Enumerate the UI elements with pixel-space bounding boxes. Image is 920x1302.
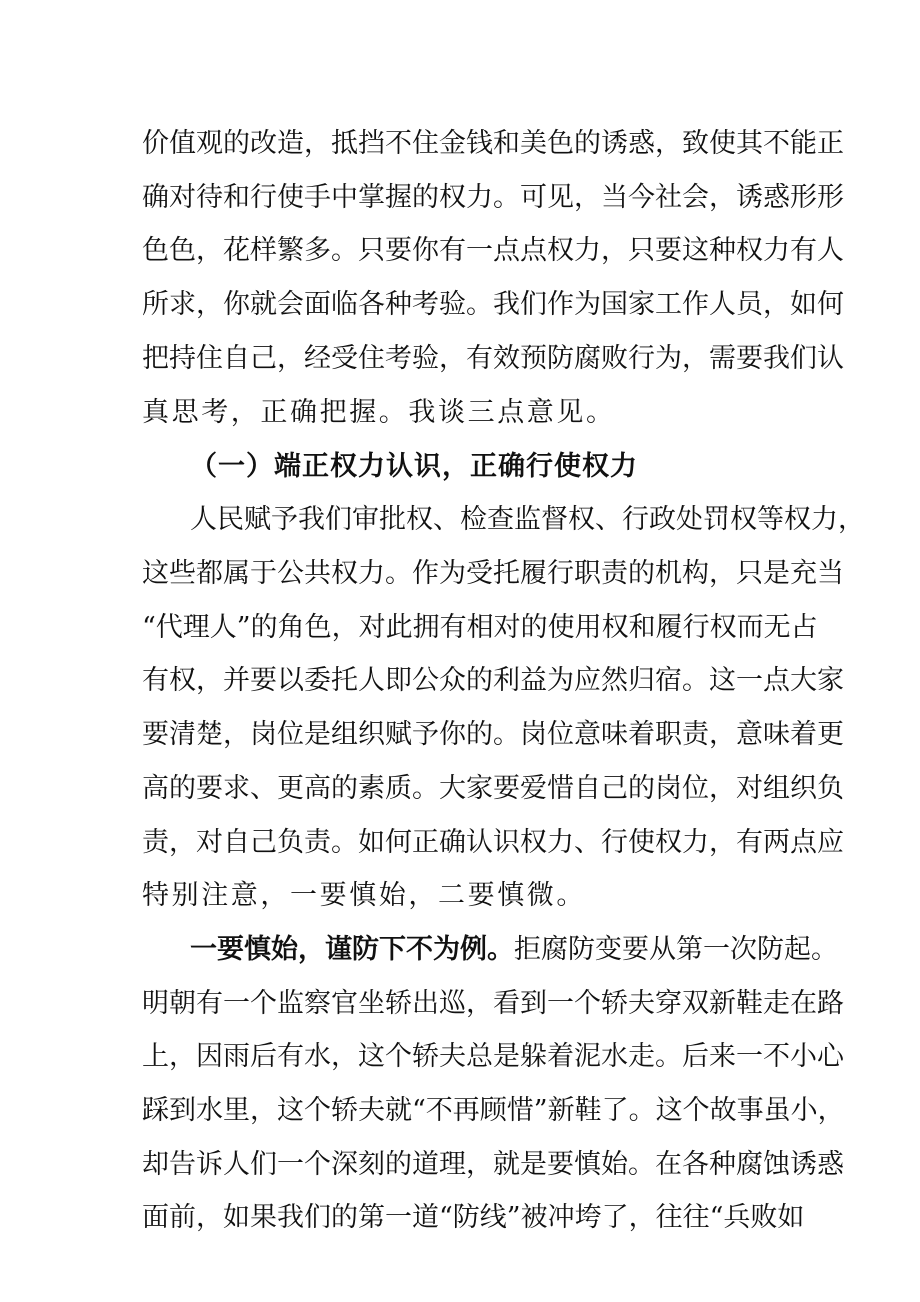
section-line-4: 有权，并要以委托人即公众的利益为应然归宿。这一点大家: [142, 665, 844, 696]
section-line-7: 责，对自己负责。如何正确认识权力、行使权力，有两点应: [142, 827, 844, 858]
intro-line-6: 真思考，正确把握。我谈三点意见。: [142, 397, 616, 428]
section-line-1: 人民赋予我们审批权、检查监督权、行政处罚权等权力，: [190, 504, 865, 535]
point-one-bold-lead: 一要慎始，谨防下不为例。: [190, 934, 514, 965]
point-one-line-6: 面前，如果我们的第一道“防线”被冲垮了，往往“兵败如: [142, 1202, 805, 1233]
intro-line-1: 价值观的改造，抵挡不住金钱和美色的诱惑，致使其不能正: [142, 128, 844, 159]
intro-line-3: 色色，花样繁多。只要你有一点点权力，只要这种权力有人: [142, 235, 844, 266]
section-line-2: 这些都属于公共权力。作为受托履行职责的机构，只是充当: [142, 558, 844, 589]
section-line-5: 要清楚，岗位是组织赋予你的。岗位意味着职责，意味着更: [142, 719, 844, 750]
section-line-3: “代理人”的角色，对此拥有相对的使用权和履行权而无占: [142, 612, 818, 643]
point-one-line-5: 却告诉人们一个深刻的道理，就是要慎始。在各种腐蚀诱惑: [142, 1149, 844, 1180]
intro-line-5: 把持住自己，经受住考验，有效预防腐败行为，需要我们认: [142, 343, 844, 374]
point-one-first-line-rest: 拒腐防变要从第一次防起。: [514, 934, 838, 965]
intro-line-2: 确对待和行使手中掌握的权力。可见，当今社会，诱惑形形: [142, 182, 844, 213]
point-one-line-4: 踩到水里，这个轿夫就“不再顾惜”新鞋了。这个故事虽小，: [142, 1095, 845, 1126]
section-line-8: 特别注意，一要慎始，二要慎微。: [142, 880, 586, 911]
point-one-line-3: 上，因雨后有水，这个轿夫总是躲着泥水走。后来一不小心: [142, 1041, 844, 1072]
section-heading: （一）端正权力认识，正确行使权力: [190, 451, 638, 482]
point-one-first-line: [190, 925, 838, 975]
point-one-line-2: 明朝有一个监察官坐轿出巡，看到一个轿夫穿双新鞋走在路: [142, 988, 844, 1019]
section-line-6: 高的要求、更高的素质。大家要爱惜自己的岗位，对组织负: [142, 773, 844, 804]
intro-line-4: 所求，你就会面临各种考验。我们作为国家工作人员，如何: [142, 289, 844, 320]
